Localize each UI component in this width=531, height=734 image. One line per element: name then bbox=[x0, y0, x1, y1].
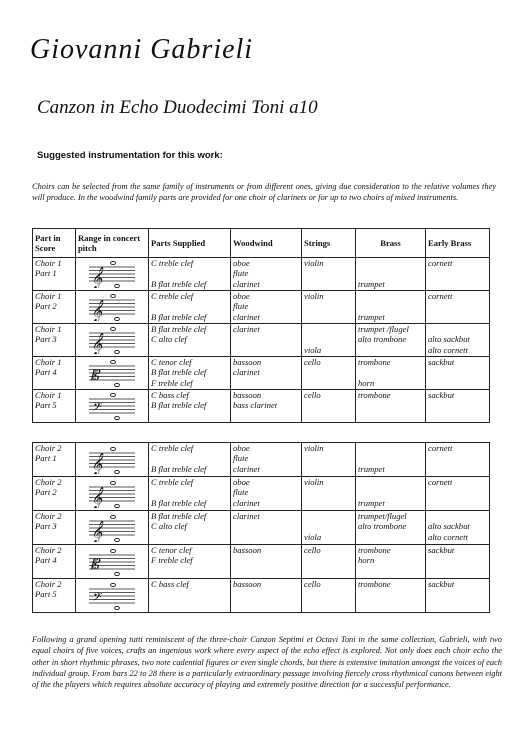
strings-cell: viola bbox=[302, 511, 356, 545]
parts-supplied: C bass clef bbox=[149, 579, 231, 613]
early-brass-cell: cornett bbox=[426, 258, 490, 291]
brass-cell: trombone horn bbox=[356, 545, 426, 579]
parts-supplied: B flat treble clef C alto clef bbox=[149, 324, 231, 357]
range-note bbox=[111, 261, 116, 264]
range-staff bbox=[76, 357, 149, 390]
composer-name: Giovanni Gabrieli bbox=[30, 34, 254, 65]
range-staff bbox=[76, 511, 149, 545]
parts-supplied: C tenor clef B flat treble clef F treble clef bbox=[149, 357, 231, 390]
range-staff bbox=[76, 443, 149, 477]
parts-supplied: C tenor clef F treble clef bbox=[149, 545, 231, 579]
brass-cell: trumpet /flugel alto trombone bbox=[356, 324, 426, 357]
range-note bbox=[111, 447, 116, 450]
alto-clef-staff-icon bbox=[87, 548, 137, 576]
treble-clef-staff-icon bbox=[87, 326, 137, 354]
range-note bbox=[115, 350, 120, 353]
clef-icon: 𝄞 bbox=[91, 486, 103, 508]
range-note bbox=[115, 416, 120, 419]
brass-cell: trombone bbox=[356, 579, 426, 613]
table-row bbox=[33, 477, 490, 511]
range-note bbox=[111, 515, 116, 518]
alto-clef-staff-icon bbox=[87, 359, 137, 387]
range-note bbox=[111, 549, 116, 552]
treble-clef-staff-icon bbox=[87, 260, 137, 288]
strings-cell: cello bbox=[302, 545, 356, 579]
woodwind-cell: bassoon bbox=[231, 545, 302, 579]
range-note bbox=[111, 360, 116, 363]
table-header-row bbox=[33, 229, 490, 258]
range-note bbox=[115, 284, 120, 287]
range-note bbox=[111, 393, 116, 396]
woodwind-cell: clarinet bbox=[231, 511, 302, 545]
early-brass-cell: sackbut bbox=[426, 579, 490, 613]
part-in-score: Choir 2 Part 5 bbox=[33, 579, 76, 613]
strings-cell: violin bbox=[302, 258, 356, 291]
range-staff bbox=[76, 291, 149, 324]
header-range: Range in concert pitch bbox=[76, 229, 149, 258]
strings-cell: violin bbox=[302, 291, 356, 324]
table-row bbox=[33, 324, 490, 357]
clef-icon: 𝄢 bbox=[91, 590, 101, 607]
part-in-score: Choir 2 Part 4 bbox=[33, 545, 76, 579]
woodwind-cell: oboe flute clarinet bbox=[231, 291, 302, 324]
piece-title: Canzon in Echo Duodecimi Toni a10 bbox=[37, 97, 318, 118]
clef-icon: 𝄢 bbox=[91, 401, 101, 417]
range-staff bbox=[76, 324, 149, 357]
range-note bbox=[115, 470, 120, 473]
part-in-score: Choir 1 Part 4 bbox=[33, 357, 76, 390]
brass-cell: trombone bbox=[356, 390, 426, 423]
range-staff bbox=[76, 477, 149, 511]
header-brass: Brass bbox=[356, 229, 426, 258]
early-brass-cell: cornett bbox=[426, 443, 490, 477]
range-note bbox=[115, 538, 120, 541]
range-note bbox=[115, 317, 120, 320]
choir2-table bbox=[32, 442, 490, 613]
woodwind-cell: oboe flute clarinet bbox=[231, 443, 302, 477]
parts-supplied: C treble clef B flat treble clef bbox=[149, 258, 231, 291]
range-note bbox=[115, 383, 120, 386]
range-note bbox=[115, 572, 120, 575]
bass-clef-staff-icon bbox=[87, 392, 137, 420]
intro-paragraph: Choirs can be selected from the same family of instruments or from different ones, giving due consideration to the relative volumes they will produce. In the woodwind family parts are provided for one choir of clarinets or for up to two choirs of mixed instruments. bbox=[32, 182, 496, 202]
strings-cell: cello bbox=[302, 579, 356, 613]
range-note bbox=[111, 583, 116, 586]
range-staff bbox=[76, 390, 149, 423]
range-note bbox=[115, 504, 120, 507]
range-note bbox=[111, 481, 116, 484]
strings-cell: cello bbox=[302, 357, 356, 390]
table-row bbox=[33, 390, 490, 423]
clef-icon: 𝄞 bbox=[91, 267, 103, 288]
header-strings: Strings bbox=[302, 229, 356, 258]
table-row bbox=[33, 357, 490, 390]
header-part: Part in Score bbox=[33, 229, 76, 258]
brass-cell: trumpet/flugel alto trombone bbox=[356, 511, 426, 545]
part-in-score: Choir 2 Part 2 bbox=[33, 477, 76, 511]
woodwind-cell: bassoon clarinet bbox=[231, 357, 302, 390]
range-note bbox=[111, 294, 116, 297]
clef-icon: 𝄞 bbox=[91, 452, 103, 474]
choir1-table bbox=[32, 228, 490, 423]
part-in-score: Choir 1 Part 3 bbox=[33, 324, 76, 357]
part-in-score: Choir 1 Part 2 bbox=[33, 291, 76, 324]
part-in-score: Choir 1 Part 1 bbox=[33, 258, 76, 291]
clef-icon: 𝄡 bbox=[91, 368, 99, 384]
strings-cell: cello bbox=[302, 390, 356, 423]
part-in-score: Choir 2 Part 1 bbox=[33, 443, 76, 477]
parts-supplied: B flat treble clef C alto clef bbox=[149, 511, 231, 545]
range-note bbox=[111, 327, 116, 330]
treble-clef-staff-icon bbox=[87, 446, 137, 474]
range-staff bbox=[76, 545, 149, 579]
woodwind-cell: oboe flute clarinet bbox=[231, 477, 302, 511]
parts-supplied: C treble clef B flat treble clef bbox=[149, 291, 231, 324]
table-row bbox=[33, 443, 490, 477]
brass-cell: trumpet bbox=[356, 258, 426, 291]
bass-clef-staff-icon bbox=[87, 582, 137, 610]
early-brass-cell: sackbut bbox=[426, 390, 490, 423]
table-row bbox=[33, 258, 490, 291]
early-brass-cell: sackbut bbox=[426, 357, 490, 390]
brass-cell: trumpet bbox=[356, 291, 426, 324]
early-brass-cell: alto sackbut alto cornett bbox=[426, 511, 490, 545]
early-brass-cell: cornett bbox=[426, 477, 490, 511]
table-row bbox=[33, 545, 490, 579]
footer-paragraph: Following a grand opening tutti reminiscent of the three-choir Canzon Septimi et Octavi Toni in the same collection, Gabrieli, with two equal choirs of five voices, crafts an ingenious work where every aspect of the echo effect is explored. Not only does each choir echo the other in short rhythmic phrases, two note cadential figures or even single chords, but there is extensive imitation amongst the voices of each individual group. From bars 22 to 28 there is a particularly extraordinary passage involving fiercely cross rhythmical canons between eight of the the players which requires absolute accuracy of playing and extremely positive direction for a successful performance. bbox=[32, 635, 502, 690]
range-note bbox=[115, 606, 120, 609]
clef-icon: 𝄡 bbox=[91, 556, 99, 573]
woodwind-cell: bassoon bass clarinet bbox=[231, 390, 302, 423]
parts-supplied: C treble clef B flat treble clef bbox=[149, 477, 231, 511]
strings-cell: violin bbox=[302, 443, 356, 477]
range-staff bbox=[76, 258, 149, 291]
suggested-heading: Suggested instrumentation for this work: bbox=[37, 150, 223, 161]
clef-icon: 𝄞 bbox=[91, 520, 103, 542]
woodwind-cell: clarinet bbox=[231, 324, 302, 357]
table-row bbox=[33, 579, 490, 613]
treble-clef-staff-icon bbox=[87, 293, 137, 321]
header-woodwind: Woodwind bbox=[231, 229, 302, 258]
woodwind-cell: bassoon bbox=[231, 579, 302, 613]
header-supplied: Parts Supplied bbox=[149, 229, 231, 258]
brass-cell: trumpet bbox=[356, 443, 426, 477]
treble-clef-staff-icon bbox=[87, 480, 137, 508]
part-in-score: Choir 2 Part 3 bbox=[33, 511, 76, 545]
table-row bbox=[33, 291, 490, 324]
early-brass-cell: alto sackbut alto cornett bbox=[426, 324, 490, 357]
part-in-score: Choir 1 Part 5 bbox=[33, 390, 76, 423]
brass-cell: trombone horn bbox=[356, 357, 426, 390]
clef-icon: 𝄞 bbox=[91, 300, 103, 321]
header-early-brass: Early Brass bbox=[426, 229, 490, 258]
brass-cell: trumpet bbox=[356, 477, 426, 511]
table-row bbox=[33, 511, 490, 545]
parts-supplied: C treble clef B flat treble clef bbox=[149, 443, 231, 477]
early-brass-cell: cornett bbox=[426, 291, 490, 324]
early-brass-cell: sackbut bbox=[426, 545, 490, 579]
clef-icon: 𝄞 bbox=[91, 333, 103, 354]
treble-clef-staff-icon bbox=[87, 514, 137, 542]
parts-supplied: C bass clef B flat treble clef bbox=[149, 390, 231, 423]
strings-cell: viola bbox=[302, 324, 356, 357]
woodwind-cell: oboe flute clarinet bbox=[231, 258, 302, 291]
strings-cell: violin bbox=[302, 477, 356, 511]
range-staff bbox=[76, 579, 149, 613]
